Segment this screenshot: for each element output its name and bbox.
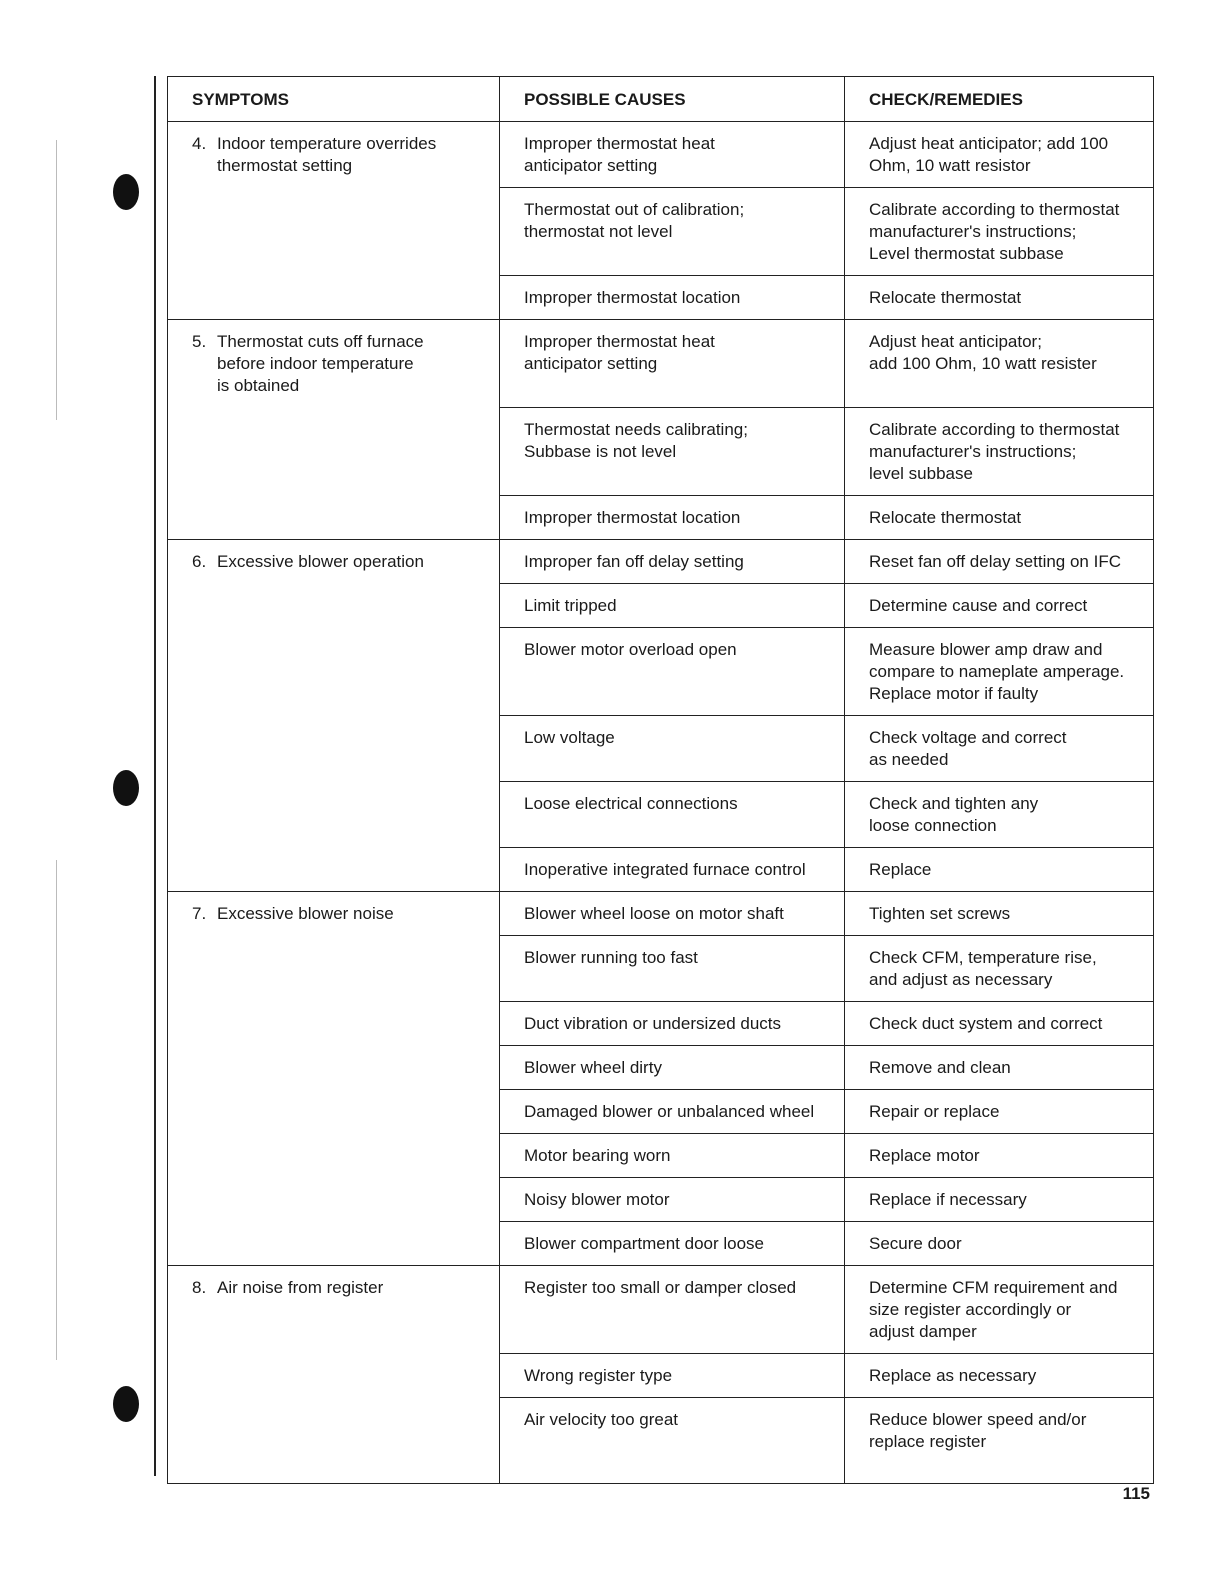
punch-hole <box>113 174 139 210</box>
possible-cause-cell: Improper thermostat location <box>500 496 845 540</box>
possible-cause-cell: Damaged blower or unbalanced wheel <box>500 1090 845 1134</box>
possible-cause-cell: Motor bearing worn <box>500 1134 845 1178</box>
possible-cause-cell: Noisy blower motor <box>500 1178 845 1222</box>
symptom-cell <box>168 320 500 540</box>
possible-cause-cell: Register too small or damper closed <box>500 1266 845 1354</box>
remedy-cell: Secure door <box>845 1222 1154 1266</box>
header-symptoms: SYMPTOMS <box>168 77 500 122</box>
remedy-cell: Replace if necessary <box>845 1178 1154 1222</box>
remedy-cell: Determine cause and correct <box>845 584 1154 628</box>
possible-cause-cell: Blower motor overload open <box>500 628 845 716</box>
remedy-cell: Relocate thermostat <box>845 496 1154 540</box>
possible-cause-cell: Blower wheel loose on motor shaft <box>500 892 845 936</box>
symptom-number: 6. <box>192 552 207 571</box>
possible-cause-cell: Improper thermostat heat anticipator setting <box>500 320 845 408</box>
remedy-cell: Check and tighten any loose connection <box>845 782 1154 848</box>
possible-cause-cell: Improper thermostat location <box>500 276 845 320</box>
symptom-number: 4. <box>192 134 207 153</box>
remedy-cell: Calibrate according to thermostat manufacturer's instructions; level subbase <box>845 408 1154 496</box>
header-possible-causes: POSSIBLE CAUSES <box>500 77 845 122</box>
symptom-text: Air noise from register <box>217 1278 384 1297</box>
possible-cause-cell: Inoperative integrated furnace control <box>500 848 845 892</box>
possible-cause-cell: Air velocity too great <box>500 1398 845 1484</box>
remedy-cell: Replace motor <box>845 1134 1154 1178</box>
remedy-cell: Tighten set screws <box>845 892 1154 936</box>
remedy-cell: Reduce blower speed and/or replace register <box>845 1398 1154 1484</box>
header-check-remedies: CHECK/REMEDIES <box>845 77 1154 122</box>
remedy-cell: Reset fan off delay setting on IFC <box>845 540 1154 584</box>
table-row <box>168 122 1154 188</box>
table-row <box>168 540 1154 584</box>
remedy-cell: Determine CFM requirement and size register accordingly or adjust damper <box>845 1266 1154 1354</box>
symptom-number: 7. <box>192 904 207 923</box>
symptom-text: Indoor temperature overrides thermostat setting <box>217 134 437 175</box>
symptom-cell <box>168 1266 500 1484</box>
troubleshooting-table <box>167 76 1154 1484</box>
possible-cause-cell: Loose electrical connections <box>500 782 845 848</box>
remedy-cell: Replace <box>845 848 1154 892</box>
table-row <box>168 1266 1154 1354</box>
possible-cause-cell: Blower compartment door loose <box>500 1222 845 1266</box>
symptom-text: Thermostat cuts off furnace before indoor temperature is obtained <box>217 332 424 395</box>
remedy-cell: Repair or replace <box>845 1090 1154 1134</box>
remedy-cell: Adjust heat anticipator; add 100 Ohm, 10 watt resister <box>845 320 1154 408</box>
page-number: 115 <box>1122 1484 1150 1503</box>
remedy-cell: Check duct system and correct <box>845 1002 1154 1046</box>
scan-edge-mark <box>56 860 57 1360</box>
remedy-cell: Check voltage and correct as needed <box>845 716 1154 782</box>
table-row <box>168 320 1154 408</box>
binder-margin-line <box>154 76 156 1476</box>
symptom-cell <box>168 540 500 892</box>
remedy-cell: Adjust heat anticipator; add 100 Ohm, 10 watt resistor <box>845 122 1154 188</box>
remedy-cell: Relocate thermostat <box>845 276 1154 320</box>
possible-cause-cell: Blower running too fast <box>500 936 845 1002</box>
possible-cause-cell: Wrong register type <box>500 1354 845 1398</box>
possible-cause-cell: Limit tripped <box>500 584 845 628</box>
possible-cause-cell: Improper thermostat heat anticipator setting <box>500 122 845 188</box>
scan-edge-mark <box>56 140 57 420</box>
symptom-text: Excessive blower operation <box>217 552 424 571</box>
remedy-cell: Check CFM, temperature rise, and adjust as necessary <box>845 936 1154 1002</box>
possible-cause-cell: Thermostat needs calibrating; Subbase is not level <box>500 408 845 496</box>
symptom-cell <box>168 892 500 1266</box>
possible-cause-cell: Low voltage <box>500 716 845 782</box>
remedy-cell: Replace as necessary <box>845 1354 1154 1398</box>
possible-cause-cell: Thermostat out of calibration; thermostat not level <box>500 188 845 276</box>
symptom-number: 8. <box>192 1278 207 1297</box>
remedy-cell: Calibrate according to thermostat manufacturer's instructions; Level thermostat subbase <box>845 188 1154 276</box>
remedy-cell: Remove and clean <box>845 1046 1154 1090</box>
possible-cause-cell: Improper fan off delay setting <box>500 540 845 584</box>
table-row <box>168 892 1154 936</box>
symptom-cell <box>168 122 500 320</box>
punch-hole <box>113 1386 139 1422</box>
punch-hole <box>113 770 139 806</box>
header-row <box>168 77 1154 122</box>
table-body <box>168 122 1154 1484</box>
possible-cause-cell: Blower wheel dirty <box>500 1046 845 1090</box>
symptom-text: Excessive blower noise <box>217 904 394 923</box>
possible-cause-cell: Duct vibration or undersized ducts <box>500 1002 845 1046</box>
symptom-number: 5. <box>192 332 207 351</box>
remedy-cell: Measure blower amp draw and compare to nameplate amperage. Replace motor if faulty <box>845 628 1154 716</box>
